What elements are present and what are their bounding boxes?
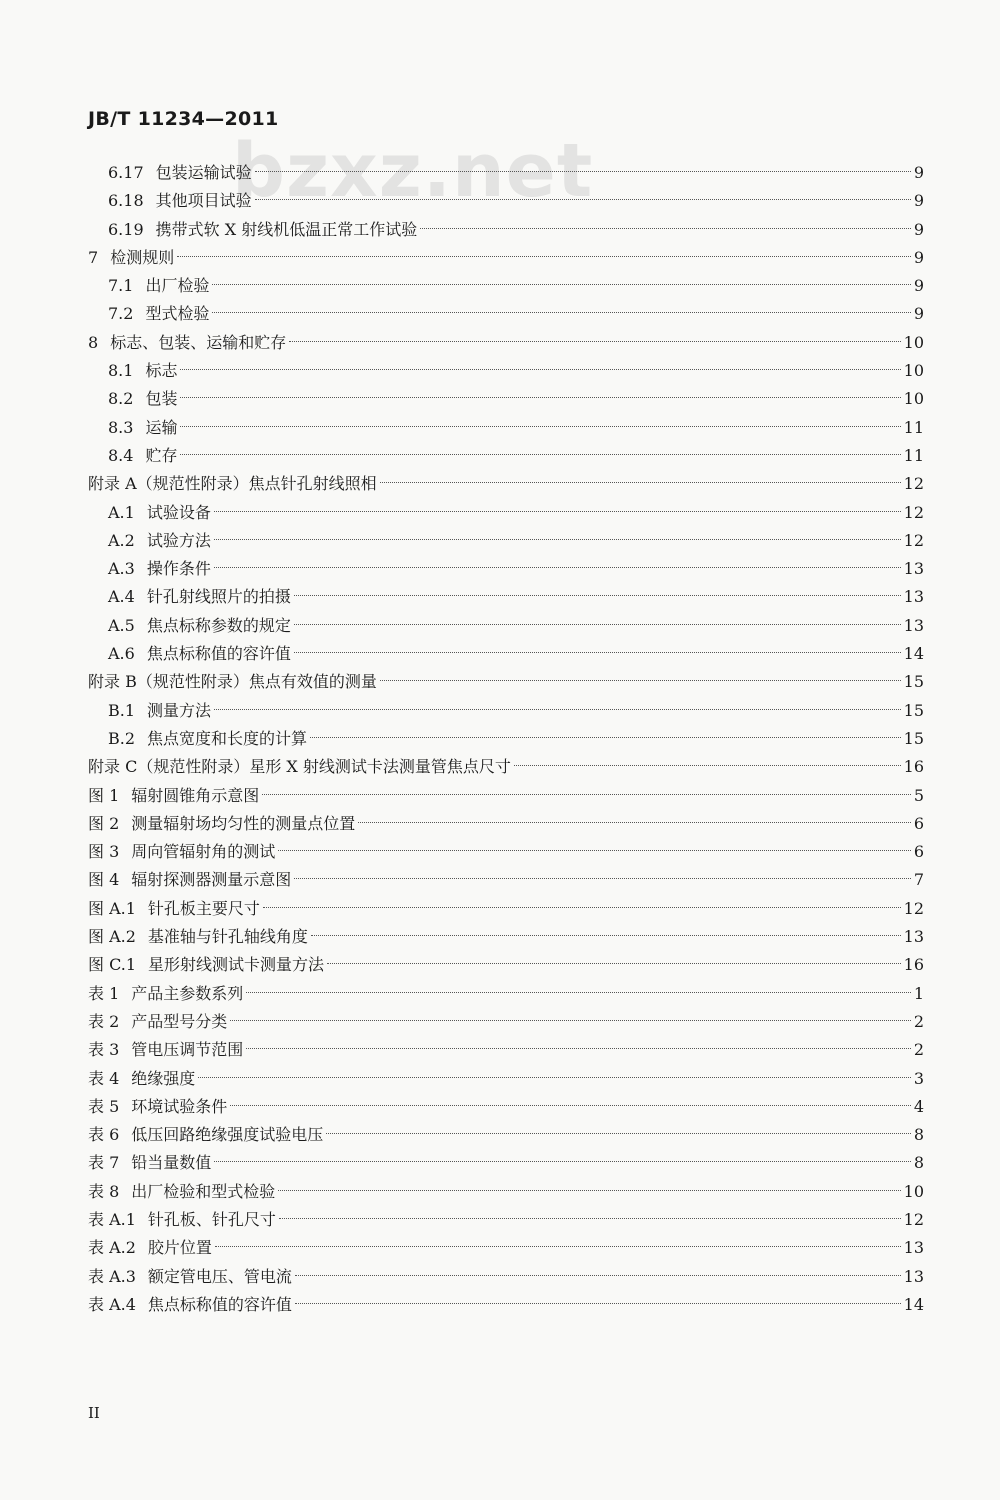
toc-leader-dots	[294, 878, 911, 879]
toc-entry[interactable]	[88, 300, 924, 328]
watermark: bzxz.net	[232, 128, 594, 214]
toc-entry-page: 9	[913, 191, 924, 211]
toc-entry-page: 10	[903, 1181, 924, 1201]
toc-entry-title: 胶片位置	[147, 1238, 212, 1258]
toc-leader-dots	[214, 709, 901, 710]
toc-leader-dots	[311, 935, 901, 936]
toc-entry-title: 其他项目试验	[155, 191, 252, 211]
toc-entry[interactable]	[88, 555, 924, 583]
toc-entry-number: A.1	[108, 502, 135, 522]
toc-leader-dots	[380, 680, 901, 681]
toc-leader-dots	[294, 595, 901, 596]
toc-entry-number: 7.1	[108, 276, 134, 296]
toc-entry[interactable]	[88, 1149, 924, 1177]
toc-entry-title: 测量方法	[147, 700, 212, 720]
toc-leader-dots	[295, 1303, 901, 1304]
toc-leader-dots	[263, 907, 901, 908]
toc-entry-title: 针孔板主要尺寸	[147, 898, 260, 918]
toc-entry[interactable]	[88, 1234, 924, 1262]
toc-leader-dots	[214, 1161, 911, 1162]
toc-entry[interactable]	[88, 1093, 924, 1121]
toc-entry[interactable]	[88, 470, 924, 498]
toc-entry-number: 表 6	[88, 1125, 120, 1145]
toc-entry[interactable]	[88, 499, 924, 527]
toc-entry-number: 表 5	[88, 1096, 120, 1116]
toc-entry-title: 型式检验	[145, 304, 210, 324]
toc-entry-title: 携带式软 X 射线机低温正常工作试验	[155, 219, 418, 239]
toc-leader-dots	[180, 397, 900, 398]
toc-entry-title: 额定管电压、管电流	[147, 1266, 292, 1286]
toc-entry-title: 焦点标称参数的规定	[146, 615, 291, 635]
toc-entry-page: 13	[903, 587, 924, 607]
toc-entry-number: 表 7	[88, 1153, 120, 1173]
toc-entry[interactable]	[88, 159, 924, 187]
toc-entry[interactable]	[88, 668, 924, 696]
toc-entry-title: 试验方法	[146, 530, 211, 550]
toc-entry-title: 管电压调节范围	[131, 1040, 244, 1060]
toc-entry-number: B.1	[108, 700, 136, 720]
toc-entry-number: 8	[88, 332, 99, 352]
toc-leader-dots	[295, 1275, 901, 1276]
toc-entry-number: B.2	[108, 728, 136, 748]
toc-entry-number: 6.18	[108, 191, 144, 211]
toc-entry-page: 12	[903, 502, 924, 522]
toc-entry-number: 6.17	[108, 163, 144, 182]
toc-entry-title: 标志、包装、运输和贮存	[110, 332, 287, 352]
toc-entry-number: A.5	[108, 615, 135, 635]
toc-entry[interactable]	[88, 612, 924, 640]
toc-entry-page: 12	[903, 898, 924, 918]
toc-entry[interactable]	[88, 810, 924, 838]
toc-leader-dots	[246, 1048, 911, 1049]
toc-entry-title: 环境试验条件	[131, 1096, 228, 1116]
toc-entry-title: 贮存	[145, 445, 178, 465]
toc-entry[interactable]	[88, 753, 924, 781]
toc-entry-title: 焦点宽度和长度的计算	[147, 728, 308, 748]
toc-leader-dots	[278, 1190, 900, 1191]
toc-entry-page: 9	[913, 163, 924, 182]
toc-leader-dots	[262, 794, 911, 795]
toc-entry-title: 基准轴与针孔轴线角度	[147, 927, 308, 947]
toc-entry-page: 7	[913, 870, 924, 890]
toc-entry[interactable]	[88, 244, 924, 272]
toc-entry-page: 13	[903, 1266, 924, 1286]
toc-entry-title: 辐射圆锥角示意图	[131, 785, 260, 805]
toc-leader-dots	[255, 199, 911, 200]
toc-entry-page: 2	[913, 1040, 924, 1060]
toc-entry-number: 图 3	[88, 842, 120, 862]
toc-leader-dots	[246, 992, 911, 993]
toc-entry-page: 15	[903, 728, 924, 748]
toc-entry-title: 运输	[145, 417, 178, 437]
toc-entry-number: 图 C.1	[88, 955, 137, 975]
toc-entry-title: 附录 A（规范性附录）焦点针孔射线照相	[88, 474, 377, 494]
standard-code: JB/T 11234—2011	[88, 108, 279, 130]
toc-entry-page: 3	[913, 1068, 924, 1088]
toc-entry-page: 10	[903, 361, 924, 381]
toc-entry-page: 9	[913, 247, 924, 267]
toc-entry-number: A.6	[108, 644, 135, 664]
toc-entry[interactable]	[88, 866, 924, 894]
toc-entry-page: 15	[903, 700, 924, 720]
toc-leader-dots	[198, 1077, 911, 1078]
toc-entry-page: 11	[903, 417, 924, 437]
toc-entry-title: 低压回路绝缘强度试验电压	[131, 1125, 324, 1145]
toc-entry-title: 绝缘强度	[131, 1068, 196, 1088]
toc-entry-number: 7.2	[108, 304, 134, 324]
toc-leader-dots	[294, 624, 901, 625]
toc-entry-title: 星形射线测试卡测量方法	[148, 955, 325, 975]
toc-entry-number: A.2	[108, 530, 135, 550]
toc-leader-dots	[230, 1020, 911, 1021]
toc-entry[interactable]	[88, 895, 924, 923]
toc-leader-dots	[310, 737, 901, 738]
toc-entry-page: 16	[903, 757, 924, 777]
toc-entry[interactable]	[88, 782, 924, 810]
toc-entry-number: 表 1	[88, 983, 120, 1003]
toc-entry-page: 12	[903, 1209, 924, 1229]
toc-leader-dots	[255, 171, 911, 172]
toc-entry-title: 焦点标称值的容许值	[147, 1294, 292, 1314]
toc-leader-dots	[180, 454, 900, 455]
toc-entry-number: 图 1	[88, 785, 120, 805]
toc-entry[interactable]	[88, 414, 924, 442]
toc-entry[interactable]	[88, 329, 924, 357]
toc-entry[interactable]	[88, 1206, 924, 1234]
toc-entry-title: 产品主参数系列	[131, 983, 244, 1003]
toc-leader-dots	[212, 284, 910, 285]
toc-leader-dots	[212, 312, 910, 313]
toc-leader-dots	[289, 341, 900, 342]
toc-entry[interactable]	[88, 725, 924, 753]
toc-leader-dots	[358, 822, 911, 823]
toc-entry-number: A.4	[108, 587, 135, 607]
toc-entry[interactable]	[88, 1036, 924, 1064]
toc-entry-page: 13	[903, 927, 924, 947]
toc-entry-title: 辐射探测器测量示意图	[131, 870, 292, 890]
toc-leader-dots	[177, 256, 911, 257]
toc-leader-dots	[215, 1246, 901, 1247]
toc-leader-dots	[278, 850, 911, 851]
toc-leader-dots	[214, 567, 901, 568]
toc-entry-title: 试验设备	[146, 502, 211, 522]
toc-entry-page: 14	[903, 644, 924, 664]
toc-entry-number: 6.19	[108, 219, 144, 239]
toc-entry-page: 15	[903, 672, 924, 692]
toc-entry-title: 附录 C（规范性附录）星形 X 射线测试卡法测量管焦点尺寸	[88, 757, 511, 777]
toc-entry-page: 13	[903, 615, 924, 635]
toc-entry-number: A.3	[108, 559, 135, 579]
toc-entry-page: 8	[913, 1153, 924, 1173]
toc-entry-title: 测量辐射场均匀性的测量点位置	[131, 813, 356, 833]
toc-entry[interactable]	[88, 385, 924, 413]
toc-leader-dots	[326, 1133, 911, 1134]
toc-entry-number: 表 A.3	[88, 1266, 136, 1286]
toc-entry-number: 8.4	[108, 445, 134, 465]
toc-entry-number: 表 3	[88, 1040, 120, 1060]
toc-entry-title: 附录 B（规范性附录）焦点有效值的测量	[88, 672, 377, 692]
toc-entry-title: 出厂检验	[145, 276, 210, 296]
toc-entry-page: 13	[903, 1238, 924, 1258]
toc-leader-dots	[380, 482, 901, 483]
toc-entry-title: 出厂检验和型式检验	[131, 1181, 276, 1201]
page-number: II	[88, 1404, 100, 1422]
toc-entry[interactable]	[88, 442, 924, 470]
toc-entry[interactable]	[88, 527, 924, 555]
toc-entry-title: 操作条件	[146, 559, 211, 579]
toc-entry[interactable]	[88, 216, 924, 244]
toc-entry-number: 图 A.1	[88, 898, 136, 918]
toc-entry-title: 铅当量数值	[131, 1153, 212, 1173]
toc-entry-number: 表 A.4	[88, 1294, 136, 1314]
toc-entry-page: 5	[913, 785, 924, 805]
toc-leader-dots	[180, 369, 900, 370]
toc-entry-page: 6	[913, 813, 924, 833]
toc-entry-number: 8.1	[108, 361, 134, 381]
toc-entry-title: 包装	[145, 389, 178, 409]
toc-entry-page: 6	[913, 842, 924, 862]
toc-entry-page: 11	[903, 445, 924, 465]
toc-leader-dots	[230, 1105, 911, 1106]
toc-entry-page: 8	[913, 1125, 924, 1145]
toc-entry-number: 图 4	[88, 870, 120, 890]
toc-entry-number: 表 4	[88, 1068, 120, 1088]
toc-entry-title: 检测规则	[110, 247, 175, 267]
toc-entry-title: 针孔板、针孔尺寸	[147, 1209, 276, 1229]
toc-entry-number: 8.2	[108, 389, 134, 409]
toc-entry-title: 产品型号分类	[131, 1011, 228, 1031]
toc-entry-title: 标志	[145, 361, 178, 381]
toc-entry[interactable]	[88, 923, 924, 951]
toc-entry-page: 9	[913, 304, 924, 324]
toc-entry[interactable]	[88, 980, 924, 1008]
toc-leader-dots	[214, 511, 901, 512]
toc-entry-page: 4	[913, 1096, 924, 1116]
toc-entry-page: 1	[913, 983, 924, 1003]
toc-entry-title: 针孔射线照片的拍摄	[146, 587, 291, 607]
toc-entry-page: 9	[913, 276, 924, 296]
toc-leader-dots	[294, 652, 901, 653]
toc-entry[interactable]	[88, 187, 924, 215]
toc-entry-number: 表 2	[88, 1011, 120, 1031]
toc-entry-number: 7	[88, 247, 99, 267]
toc-entry[interactable]	[88, 1008, 924, 1036]
toc-leader-dots	[279, 1218, 901, 1219]
toc-entry[interactable]	[88, 951, 924, 979]
toc-entry-page: 16	[903, 955, 924, 975]
toc-entry[interactable]	[88, 838, 924, 866]
table-of-contents	[88, 159, 924, 1319]
toc-entry-number: 图 2	[88, 813, 120, 833]
toc-leader-dots	[327, 963, 901, 964]
toc-leader-dots	[214, 539, 901, 540]
toc-entry-page: 13	[903, 559, 924, 579]
toc-entry-page: 9	[913, 219, 924, 239]
toc-entry-title: 焦点标称值的容许值	[146, 644, 291, 664]
toc-entry[interactable]	[88, 583, 924, 611]
toc-entry-number: 表 A.1	[88, 1209, 136, 1229]
toc-leader-dots	[180, 426, 900, 427]
toc-entry-number: 图 A.2	[88, 927, 136, 947]
toc-entry-page: 12	[903, 530, 924, 550]
toc-entry[interactable]	[88, 640, 924, 668]
toc-entry-number: 8.3	[108, 417, 134, 437]
toc-entry-number: 表 A.2	[88, 1238, 136, 1258]
toc-entry[interactable]	[88, 1263, 924, 1291]
toc-entry[interactable]	[88, 1178, 924, 1206]
toc-entry-page: 10	[903, 389, 924, 409]
toc-leader-dots	[514, 765, 901, 766]
toc-entry-page: 10	[903, 332, 924, 352]
toc-entry-title: 包装运输试验	[155, 163, 252, 182]
toc-leader-dots	[420, 228, 911, 229]
toc-entry[interactable]	[88, 1291, 924, 1319]
toc-entry-page: 14	[903, 1294, 924, 1314]
toc-entry-number: 表 8	[88, 1181, 120, 1201]
toc-entry[interactable]	[88, 1065, 924, 1093]
toc-entry[interactable]	[88, 697, 924, 725]
toc-entry[interactable]	[88, 272, 924, 300]
toc-entry[interactable]	[88, 357, 924, 385]
toc-entry-title: 周向管辐射角的测试	[131, 842, 276, 862]
toc-entry-page: 2	[913, 1011, 924, 1031]
toc-entry-page: 12	[903, 474, 924, 494]
toc-entry[interactable]	[88, 1121, 924, 1149]
